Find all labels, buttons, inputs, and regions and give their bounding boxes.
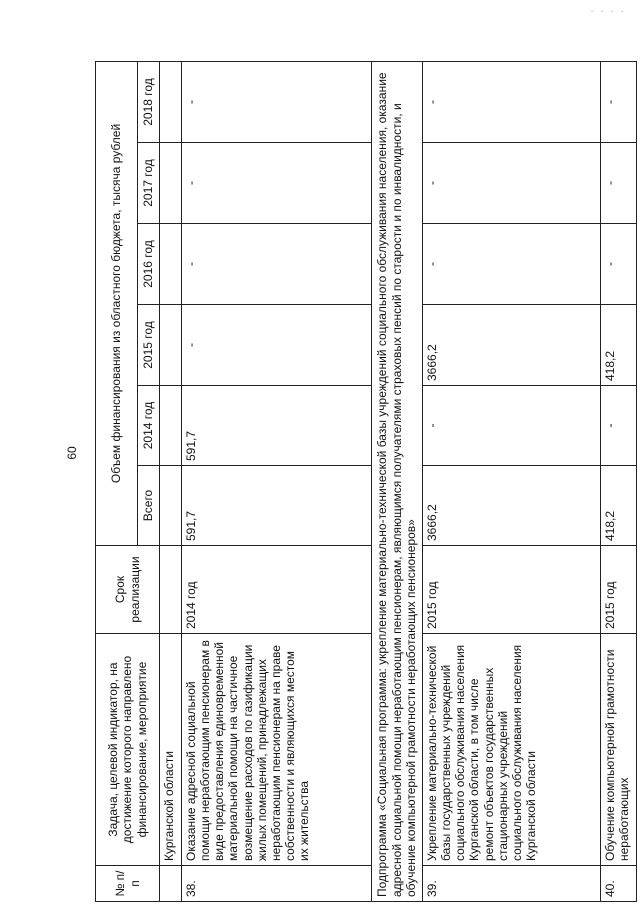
header-year-2015: 2015 год [138, 305, 160, 386]
row-value-2014: - [422, 386, 600, 466]
funding-table [95, 61, 637, 902]
row-value-2016: - [182, 224, 372, 305]
row-task: Обучение компьютерной грамотности неработающих [600, 634, 636, 866]
scan-dots: · · · · [590, 6, 626, 17]
subprogram-title: Подпрограмма «Социальная программа: укрепление материально-технической базы учреждений социального обслуживания населения, оказание адресной социальной помощи неработающим пенсионерам, являющимся получателями страховых пенсий по старости и по инвалидности, и обучение компьютерной грамотности неработающих пенсионеров» [372, 61, 423, 901]
header-year-2018: 2018 год [138, 61, 160, 142]
row-value-2016: - [600, 224, 636, 305]
table-row [160, 61, 182, 901]
row-value-total: 3666,2 [422, 466, 600, 546]
row-value-2015: 418,2 [600, 305, 636, 386]
header-year-2016: 2016 год [138, 224, 160, 305]
row-term: 2015 год [422, 546, 600, 634]
row-value-2018: - [182, 61, 372, 142]
row-number: 38. [182, 866, 372, 902]
row-value-total: 418,2 [600, 466, 636, 546]
header-task: Задача, целевой индикатор, на достижение которого направлено финансирование, мероприятие [96, 634, 160, 866]
row-value-2018: - [422, 61, 600, 142]
page-number: 60 [65, 446, 79, 460]
row-number: 39. [422, 866, 600, 902]
row-value-2017: - [600, 143, 636, 224]
row-task: Укрепление материально-технической базы государственных учреждений социального обслуживания населения Курганской области, в том числе ремонт объектов государственных стационарных учреждений социального обслуживания населения Курганской области [422, 634, 600, 866]
row-value-total: 591,7 [182, 466, 372, 546]
header-year-2017: 2017 год [138, 143, 160, 224]
table-row [422, 61, 600, 901]
table-row [600, 61, 636, 901]
table-row [182, 61, 372, 901]
rotated-page-content [95, 62, 640, 902]
row-value-2014: 591,7 [182, 386, 372, 466]
header-term: Срок реализации [96, 546, 160, 634]
row-term: 2014 год [182, 546, 372, 634]
row-term: 2015 год [600, 546, 636, 634]
header-year-total: Всего [138, 466, 160, 546]
header-year-2014: 2014 год [138, 386, 160, 466]
row-value-2015: - [182, 305, 372, 386]
row-value-2017: - [422, 143, 600, 224]
row-value-2014: - [600, 386, 636, 466]
row-value-2018: - [600, 61, 636, 142]
row-value-2016: - [422, 224, 600, 305]
header-funding: Объем финансирования из областного бюджета, тысяча рублей [96, 61, 138, 545]
continuation-text: Курганской области [160, 634, 182, 866]
subprogram-row [372, 61, 423, 901]
row-number: 40. [600, 866, 636, 902]
row-value-2017: - [182, 143, 372, 224]
row-task: Оказание адресной социальной помощи неработающим пенсионерам в виде предоставления единовременной материальной помощи на частичное возмещение расходов по газификации жилых помещений, принадлежащих неработающим пенсионерам на праве собственности и являющихся местом их жительства [182, 634, 372, 866]
row-value-2015: 3666,2 [422, 305, 600, 386]
header-number: № п/п [96, 866, 160, 902]
